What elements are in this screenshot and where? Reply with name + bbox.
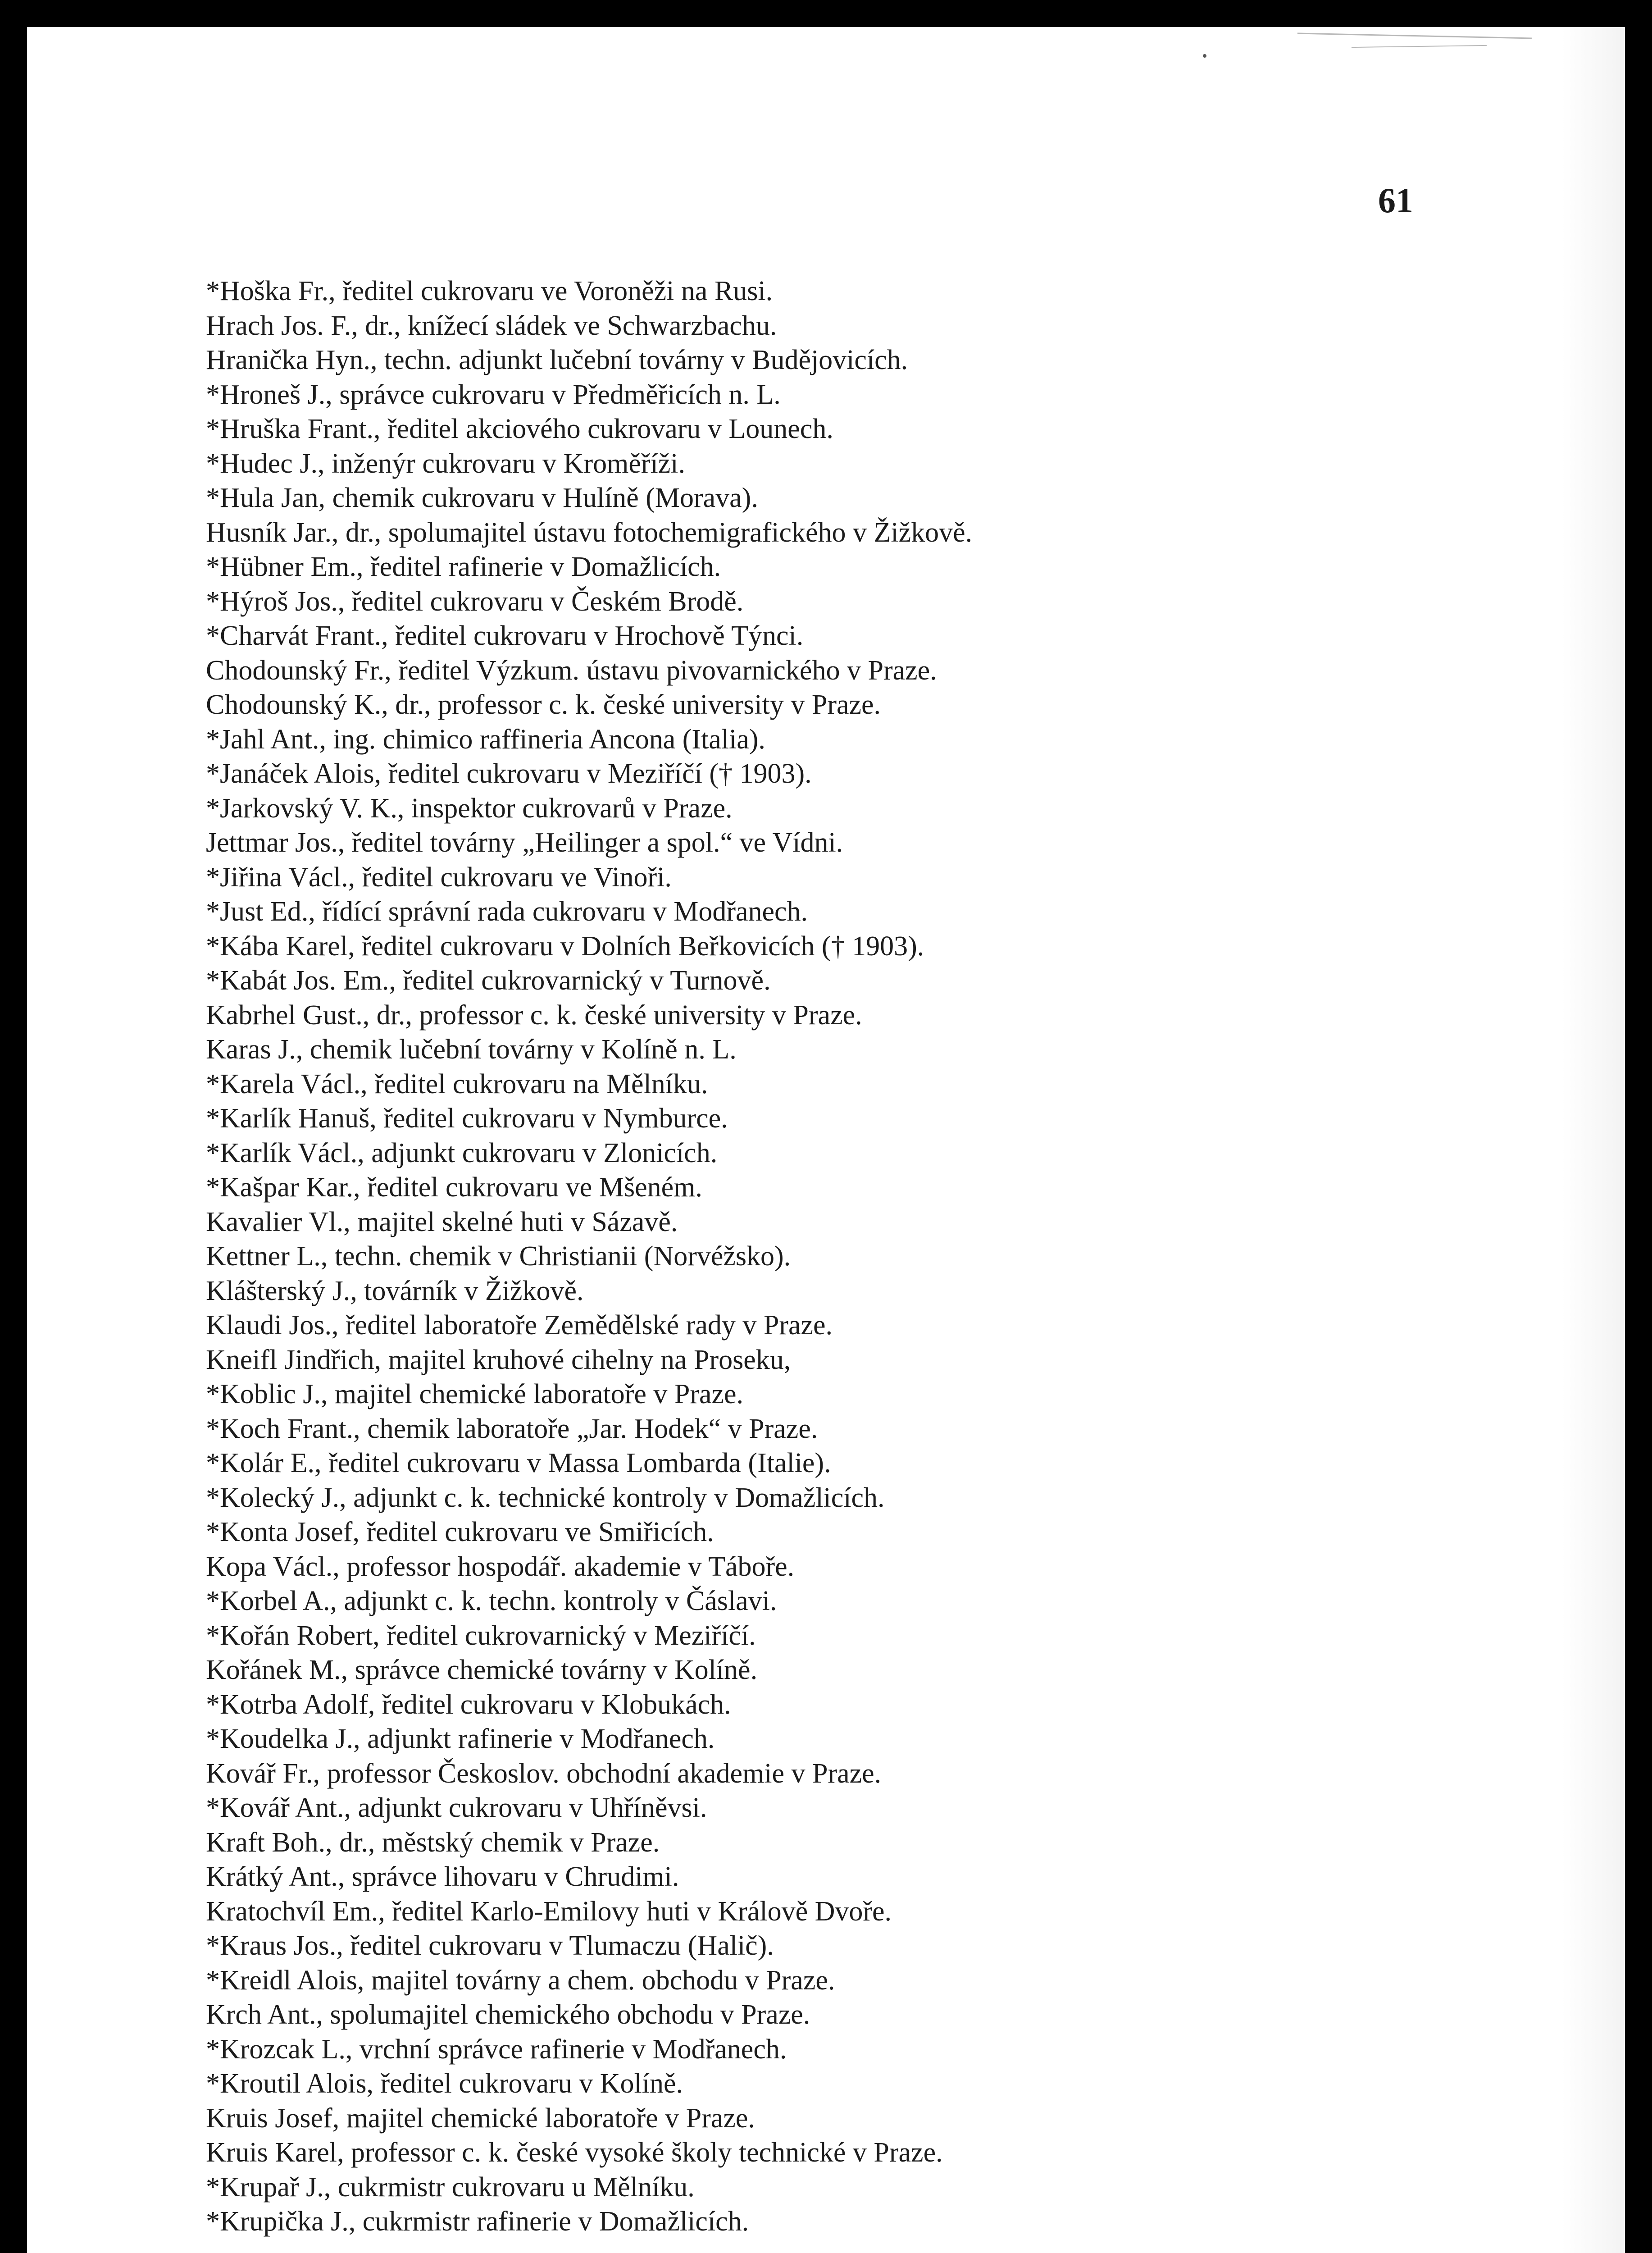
list-item: *Kolár E., ředitel cukrovaru v Massa Lombarda (Italie). <box>206 1448 831 1478</box>
list-item: Kraft Boh., dr., městský chemik v Praze. <box>206 1827 660 1858</box>
list-item: *Hula Jan, chemik cukrovaru v Hulíně (Morava). <box>206 483 758 513</box>
list-item: *Koch Frant., chemik laboratoře „Jar. Hodek“ v Praze. <box>206 1413 818 1444</box>
list-item: *Jarkovský V. K., inspektor cukrovarů v Praze. <box>206 793 733 824</box>
list-item: *Charvát Frant., ředitel cukrovaru v Hrochově Týnci. <box>206 620 804 651</box>
list-item: *Janáček Alois, ředitel cukrovaru v Meziříčí († 1903). <box>206 758 812 789</box>
list-item: Kettner L., techn. chemik v Christianii (Norvéžsko). <box>206 1241 791 1272</box>
list-item: *Karlík Václ., adjunkt cukrovaru v Zlonicích. <box>206 1137 718 1168</box>
list-item: *Kreidl Alois, majitel továrny a chem. obchodu v Praze. <box>206 1965 835 1996</box>
list-item: *Hroneš J., správce cukrovaru v Předměřicích n. L. <box>206 379 781 410</box>
list-item: *Koudelka J., adjunkt rafinerie v Modřanech. <box>206 1724 715 1754</box>
list-item: Krátký Ant., správce lihovaru v Chrudimi. <box>206 1861 679 1892</box>
list-item: *Koblic J., majitel chemické laboratoře v Praze. <box>206 1379 744 1409</box>
scan-artifact-line <box>1297 33 1532 39</box>
scan-artifact-dot <box>1203 54 1206 58</box>
list-item: *Kašpar Kar., ředitel cukrovaru ve Mšeném. <box>206 1172 702 1203</box>
list-item: *Hoška Fr., ředitel cukrovaru ve Voroněži na Rusi. <box>206 276 773 306</box>
list-item: Kořánek M., správce chemické továrny v Kolíně. <box>206 1655 758 1685</box>
list-item: *Kotrba Adolf, ředitel cukrovaru v Klobukách. <box>206 1689 731 1720</box>
list-item: Kratochvíl Em., ředitel Karlo-Emilovy huti v Králově Dvoře. <box>206 1896 892 1927</box>
list-item: *Krupař J., cukrmistr cukrovaru u Mělníku. <box>206 2171 695 2203</box>
list-item: *Krupička J., cukrmistr rafinerie v Domažlicích. <box>206 2206 749 2237</box>
list-item: *Kraus Jos., ředitel cukrovaru v Tlumaczu (Halič). <box>206 1930 774 1961</box>
member-list <box>206 274 1548 2239</box>
list-item: Hranička Hyn., techn. adjunkt lučební továrny v Budějovicích. <box>206 345 908 375</box>
list-item: *Jahl Ant., ing. chimico raffineria Ancona (Italia). <box>206 724 765 755</box>
list-item: Kabrhel Gust., dr., professor c. k. české university v Praze. <box>206 999 862 1031</box>
list-item: Kruis Josef, majitel chemické laboratoře v Praze. <box>206 2102 755 2134</box>
list-item: *Konta Josef, ředitel cukrovaru ve Smiřicích. <box>206 1517 714 1547</box>
list-item: *Hudec J., inženýr cukrovaru v Kroměříži. <box>206 448 685 479</box>
list-item: *Kolecký J., adjunkt c. k. technické kontroly v Domažlicích. <box>206 1482 885 1513</box>
list-item: Karas J., chemik lučební továrny v Kolíně n. L. <box>206 1034 737 1065</box>
list-item: Klaudi Jos., ředitel laboratoře Zemědělské rady v Praze. <box>206 1310 833 1341</box>
list-item: *Jiřina Václ., ředitel cukrovaru ve Vinoři. <box>206 862 672 893</box>
list-item: *Hübner Em., ředitel rafinerie v Domažlicích. <box>206 552 721 582</box>
list-item: *Korbel A., adjunkt c. k. techn. kontroly v Čáslavi. <box>206 1586 777 1616</box>
list-item: Husník Jar., dr., spolumajitel ústavu fotochemigrafického v Žižkově. <box>206 517 973 548</box>
list-item: *Kroutil Alois, ředitel cukrovaru v Kolíně. <box>206 2068 683 2099</box>
list-item: Jettmar Jos., ředitel továrny „Heilinger a spol.“ ve Vídni. <box>206 827 843 858</box>
list-item: *Krozcak L., vrchní správce rafinerie v Modřanech. <box>206 2034 787 2065</box>
list-item: Kovář Fr., professor Českoslov. obchodní akademie v Praze. <box>206 1758 882 1789</box>
list-item: *Hýroš Jos., ředitel cukrovaru v Českém Brodě. <box>206 586 744 617</box>
list-item: Hrach Jos. F., dr., knížecí sládek ve Schwarzbachu. <box>206 310 777 341</box>
list-item: *Just Ed., řídící správní rada cukrovaru v Modřanech. <box>206 896 808 927</box>
list-item: *Kořán Robert, ředitel cukrovarnický v Meziříčí. <box>206 1620 756 1651</box>
list-item: Klášterský J., továrník v Žižkově. <box>206 1275 584 1306</box>
list-item: *Kába Karel, ředitel cukrovaru v Dolních Beřkovicích († 1903). <box>206 930 924 962</box>
list-item: Kopa Václ., professor hospodář. akademie v Táboře. <box>206 1551 795 1582</box>
list-item: Chodounský K., dr., professor c. k. české university v Praze. <box>206 689 881 720</box>
list-item: Krch Ant., spolumajitel chemického obchodu v Praze. <box>206 1999 810 2030</box>
page-edge-shading <box>1562 27 1625 2253</box>
list-item: Chodounský Fr., ředitel Výzkum. ústavu pivovarnického v Praze. <box>206 655 937 686</box>
page-number: 61 <box>1378 181 1413 220</box>
list-item: *Karela Václ., ředitel cukrovaru na Mělníku. <box>206 1068 708 1099</box>
list-item: Kavalier Vl., majitel skelné huti v Sázavě. <box>206 1206 678 1237</box>
scan-artifact-line <box>1352 45 1487 48</box>
list-item: Kneifl Jindřich, majitel kruhové cihelny na Proseku, <box>206 1344 791 1375</box>
list-item: Kruis Karel, professor c. k. české vysoké školy technické v Praze. <box>206 2137 943 2168</box>
list-item: *Hruška Frant., ředitel akciového cukrovaru v Lounech. <box>206 414 833 444</box>
list-item: *Kovář Ant., adjunkt cukrovaru v Uhříněvsi. <box>206 1792 707 1823</box>
scanned-page <box>27 27 1625 2253</box>
list-item: *Kabát Jos. Em., ředitel cukrovarnický v Turnově. <box>206 965 771 996</box>
list-item: *Karlík Hanuš, ředitel cukrovaru v Nymburce. <box>206 1103 728 1134</box>
